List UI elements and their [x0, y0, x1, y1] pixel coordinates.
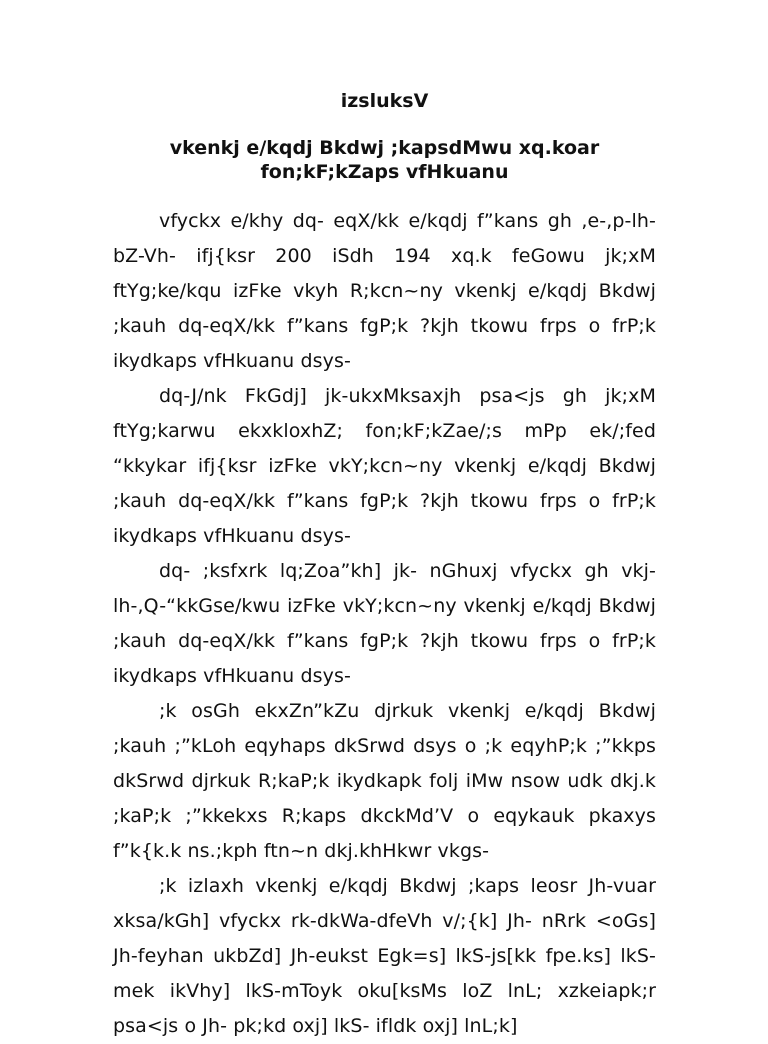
- document-title: izsluksV: [340, 90, 429, 112]
- paragraph-3: dq- ;ksfxrk lq;Zoa”kh] jk- nGhuxj vfyckx gh vkj-lh-,Q-“kkGse/kwu izFke vkY;kcn~ny vkenkj e/kqdj Bkdwj ;kauh dq-eqX/kk f”kans fgP;k ?kjh tkowu frps o frP;k ikydkaps vfHkuanu dsys-: [113, 560, 656, 687]
- document-subtitle: [113, 136, 656, 184]
- paragraph-4: ;k osGh ekxZn”kZu djrkuk vkenkj e/kqdj Bkdwj ;kauh ;”kLoh eqyhaps dkSrwd dsys o ;k eqyhP;k ;”kkps dkSrwd djrkuk R;kaP;k ikydkapk folj iMw nsow udk dkj.k ;kaP;k ;”kkekxs R;kaps dkckMd’V o eqykauk pkaxys f”k{k.k ns.;kph ftn~n dkj.khHkwr vkgs-: [113, 700, 656, 862]
- paragraph-5: ;k izlaxh vkenkj e/kqdj Bkdwj ;kaps leosr Jh-vuar xksa/kGh] vfyckx rk-dkWa-dfeVh v/;{k] Jh- nRrk <oGs] Jh-feyhan ukbZd] Jh-eukst Egk=s] lkS-js[kk fpe.ks] lkS-mek ikVhy] lkS-mToyk oku[ksMs loZ lnL; xzkeiapk;r psa<js o Jh- pk;kd oxj] lkS- ifldk oxj] lnL;k]: [113, 875, 656, 1037]
- subtitle-line-1: vkenkj e/kqdj Bkdwj ;kapsdMwu xq.koar: [169, 137, 600, 159]
- paragraph-1: vfyckx e/khy dq- eqX/kk e/kqdj f”kans gh ,e-,p-lh- bZ-Vh- ifj{ksr 200 iSdh 194 xq.k feGowu jk;xM ftYg;ke/kqu izFke vkyh R;kcn~ny vkenkj e/kqdj Bkdwj ;kauh dq-eqX/kk f”kans fgP;k ?kjh tkowu frps o frP;k ikydkaps vfHkuanu dsys-: [113, 210, 656, 372]
- subtitle-line-2: fon;kF;kZaps vfHkuanu: [260, 161, 509, 183]
- document-page: [113, 88, 656, 1044]
- document-body: [113, 204, 656, 1044]
- paragraph-2: dq-J/nk FkGdj] jk-ukxMksaxjh psa<js gh jk;xM ftYg;karwu ekxkloxhZ; fon;kF;kZae/;s mPp ek/;fed “kkykar ifj{ksr izFke vkY;kcn~ny vkenkj e/kqdj Bkdwj ;kauh dq-eqX/kk f”kans fgP;k ?kjh tkowu frps o frP;k ikydkaps vfHkuanu dsys-: [113, 385, 656, 547]
